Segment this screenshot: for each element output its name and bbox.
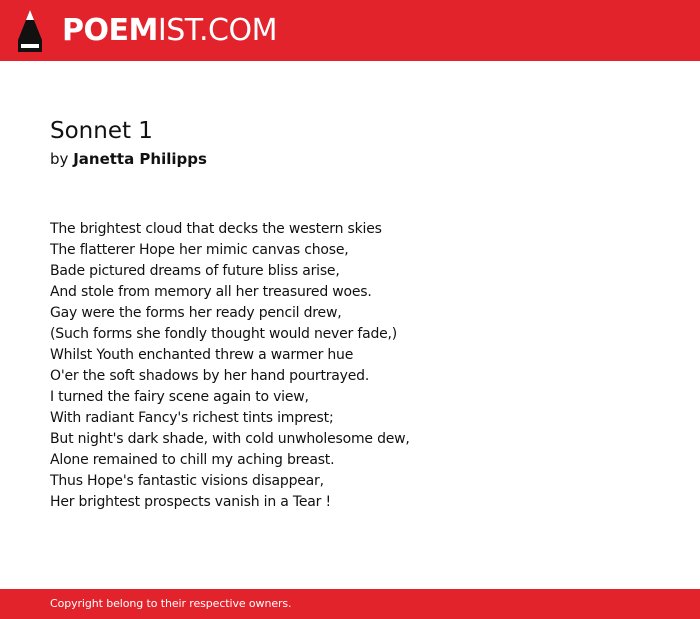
poem-line: Her brightest prospects vanish in a Tear ! — [50, 494, 331, 510]
site-header — [0, 0, 700, 61]
brand-bold: POEM — [62, 13, 158, 48]
copyright-notice: Copyright belong to their respective owners. — [50, 597, 292, 610]
poem-line: O'er the soft shadows by her hand pourtrayed. — [50, 368, 370, 384]
poem-line: But night's dark shade, with cold unwholesome dew, — [50, 431, 410, 447]
poem-line: Gay were the forms her ready pencil drew, — [50, 305, 342, 321]
site-logo[interactable] — [62, 12, 277, 50]
byline — [50, 149, 207, 169]
poem-line: And stole from memory all her treasured woes. — [50, 284, 372, 300]
poem-line: Bade pictured dreams of future bliss arise, — [50, 263, 340, 279]
poem-line: Alone remained to chill my aching breast. — [50, 452, 335, 468]
poem-body — [50, 219, 410, 513]
site-footer — [0, 589, 700, 619]
poem-line: (Such forms she fondly thought would never fade,) — [50, 326, 398, 342]
brand-light: IST.COM — [157, 13, 277, 48]
author-name: Janetta Philipps — [73, 150, 207, 168]
poem-line: I turned the fairy scene again to view, — [50, 389, 309, 405]
poem-line: Thus Hope's fantastic visions disappear, — [50, 473, 324, 489]
poem-title: Sonnet 1 — [50, 118, 153, 144]
poem-line: The flatterer Hope her mimic canvas chose, — [50, 242, 349, 258]
pencil-icon[interactable] — [18, 10, 42, 52]
poem-line: With radiant Fancy's richest tints imprest; — [50, 410, 334, 426]
poem-line: Whilst Youth enchanted threw a warmer hue — [50, 347, 354, 363]
by-label: by — [50, 150, 69, 168]
poem-line: The brightest cloud that decks the western skies — [50, 221, 382, 237]
